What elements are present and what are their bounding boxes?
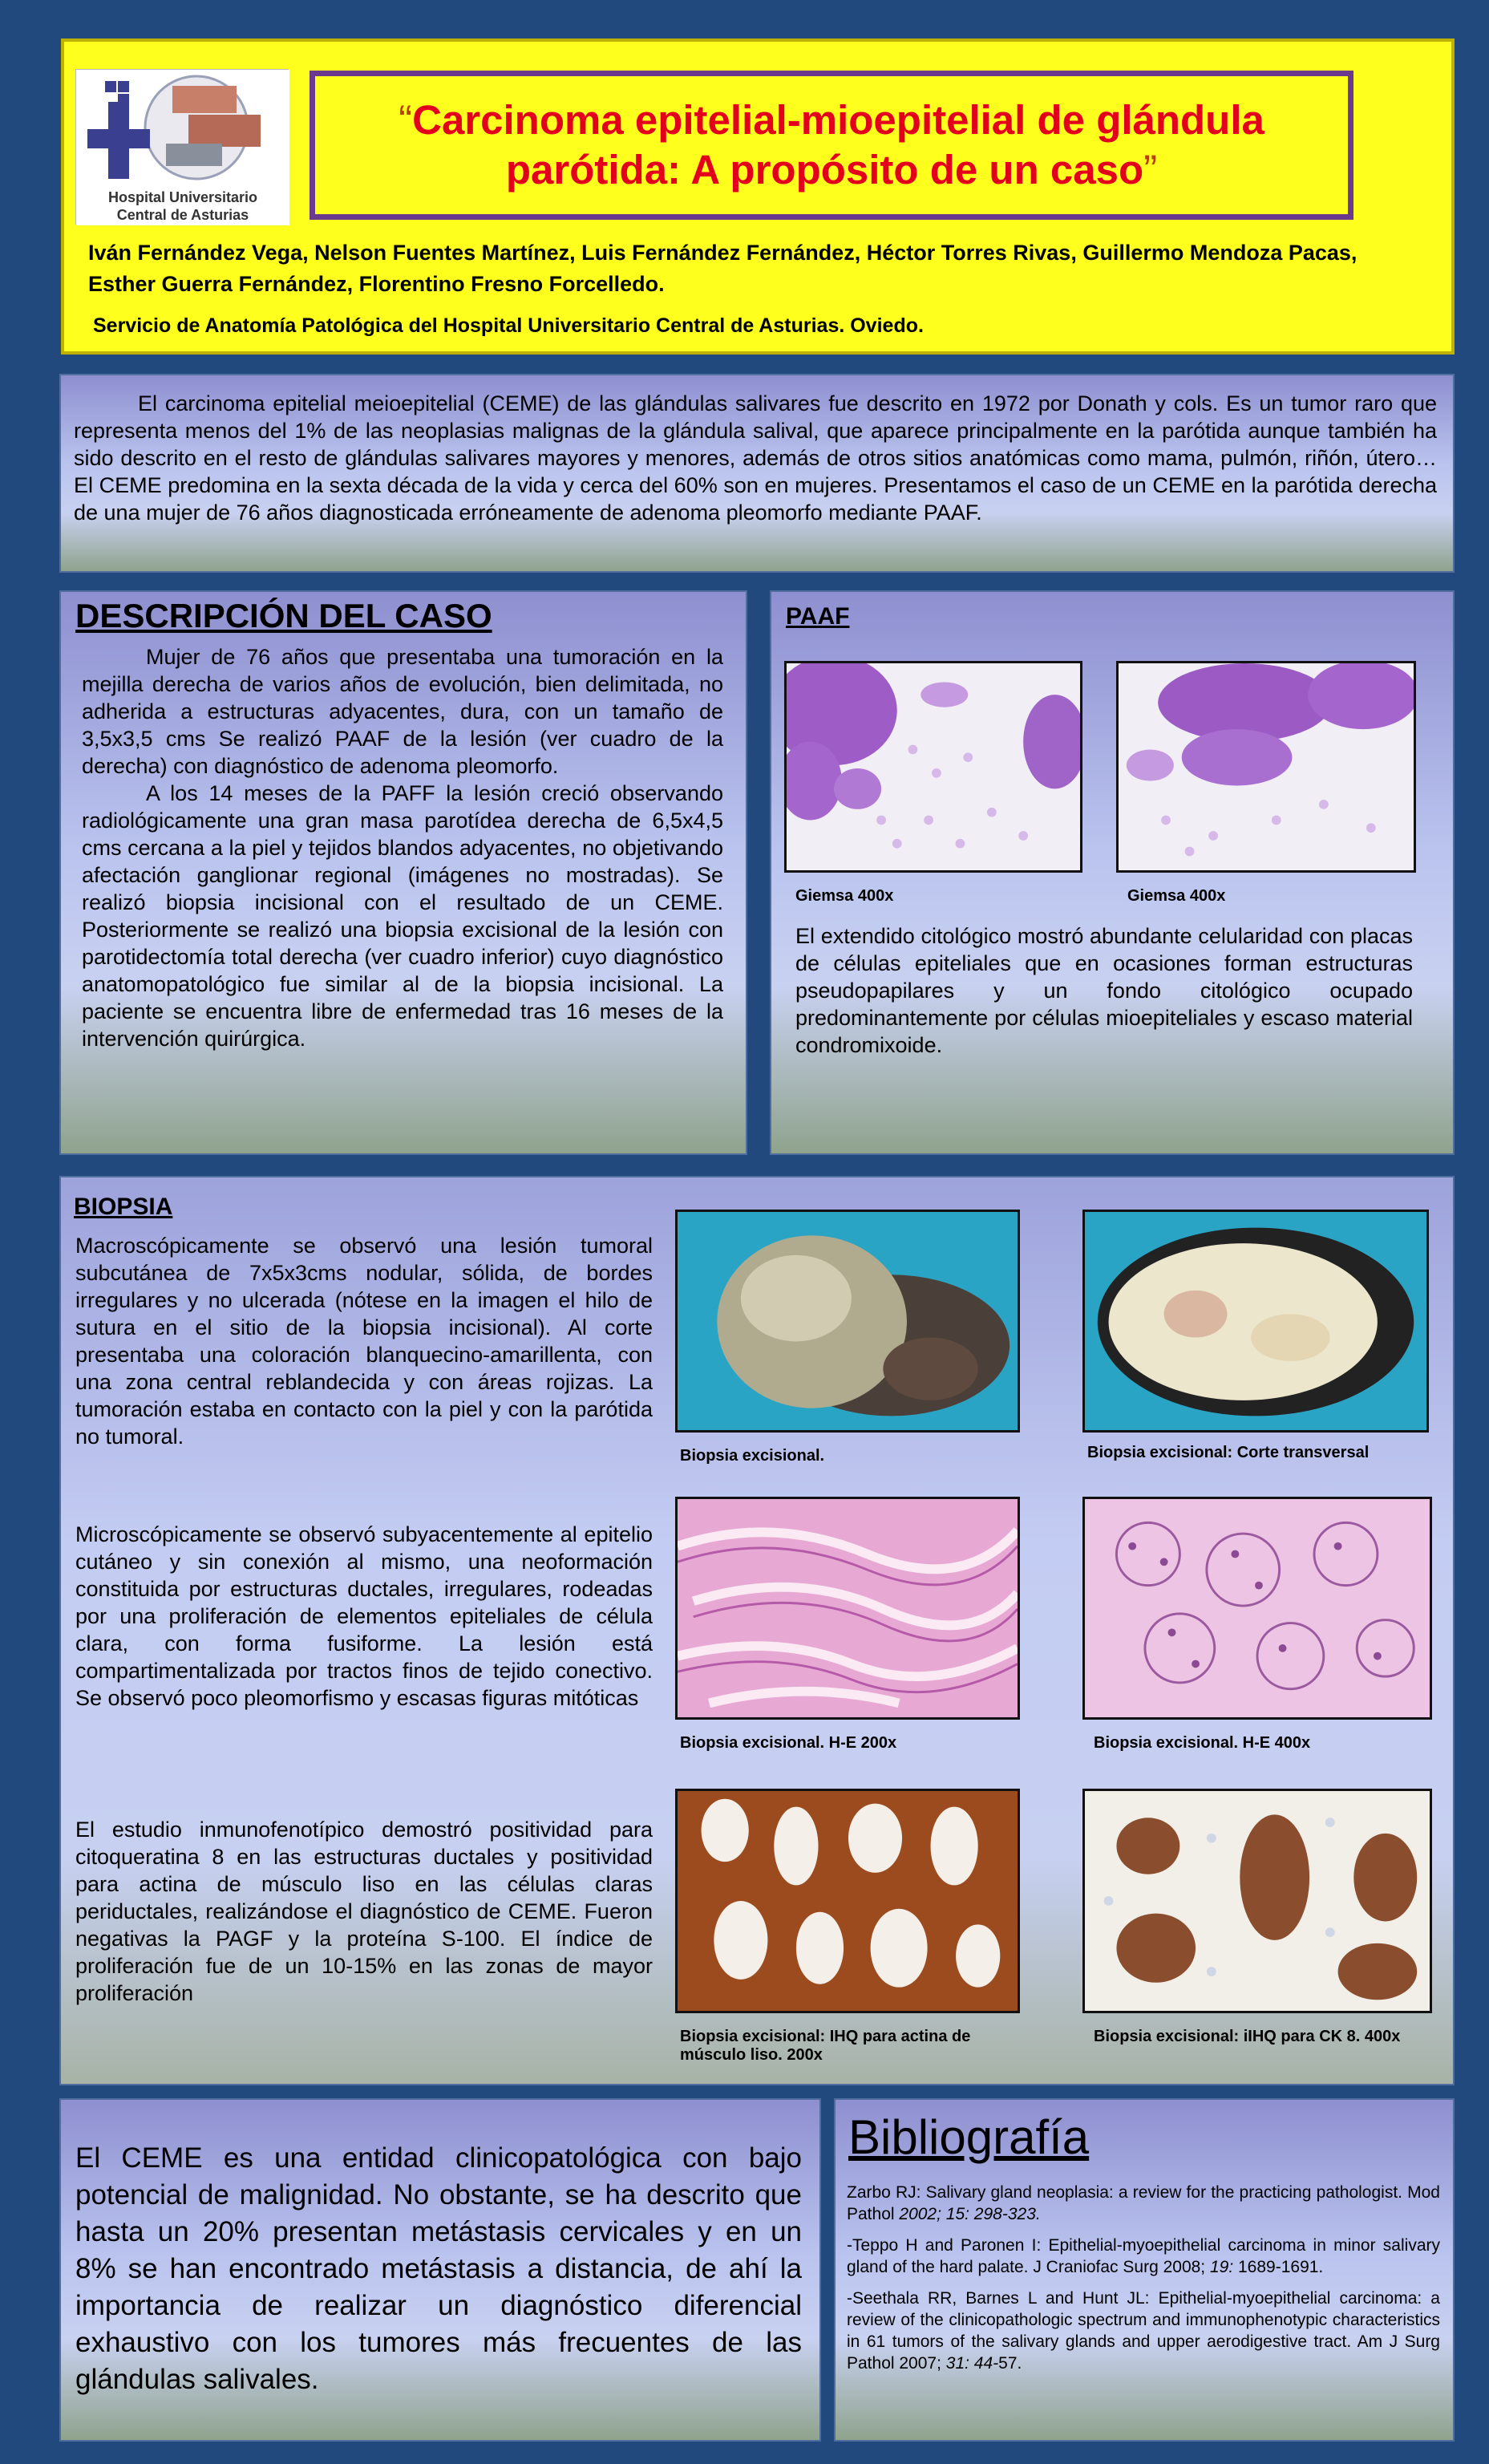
bibliography-heading: Bibliografía (848, 2110, 1090, 2164)
page-title (315, 95, 1348, 195)
biopsy-caption-2: Biopsia excisional: Corte transversal (1087, 1444, 1370, 1461)
biopsy-caption-3: Biopsia excisional. H-E 200x (680, 1734, 897, 1752)
title-box (310, 71, 1353, 220)
reference-2-volume: 19: (1209, 2258, 1234, 2276)
reference-1-text: Zarbo RJ: Salivary gland neoplasia: a review for the practicing pathologist. Mod Pathol (847, 2183, 1440, 2223)
biopsy-paragraph-1: Macroscópicamente se observó una lesión tumoral subcutánea de 7x5x3cms nodular, sólida, de bordes irregulares y no ulcerada (nótese en la imagen el hilo de sutura en el sitio de la biopsia incisional). Al corte presentaba una coloración blanquecino-amarillenta, con una zona central reblandecida y con áreas rojizas. La tumoración estaba en contacto con la piel y con la parótida no tumoral. (75, 1234, 653, 1449)
reference-3-volume: 31: 44- (945, 2354, 999, 2373)
reference-1-volume: 2002; 15: 298-323. (899, 2205, 1041, 2223)
biopsy-image-gross (675, 1210, 1020, 1433)
paaf-caption-1: Giemsa 400x (795, 887, 894, 905)
biopsy-image-ck8 (1082, 1789, 1432, 2013)
ihq-actin-micrograph (678, 1791, 1018, 2011)
case-paragraph-1: Mujer de 76 años que presentaba una tumoración en la mejilla derecha de varios años de evolución, bien delimitada, no adherida a estructuras adyacentes, dura, con un tamaño de 3,5x3,5 cms Se realizó PAAF de la lesión (ver cuadro de la derecha) con diagnóstico de adenoma pleomorfo. (82, 645, 723, 778)
conclusion-text: El CEME es una entidad clinicopatológica con bajo potencial de malignidad. No obstante, se ha descrito que hasta un 20% presentan metástasis cervicales y en un 8% se han encontrado metástasis a distancia, de ahí la importancia de realizar un diagnóstico diferencial exhaustivo con los tumores más frecuentes de las glándulas salivales. (75, 2142, 802, 2395)
biopsy-paragraph-2: Microscópicamente se observó subyacentemente al epitelio cutáneo y sin conexión al mismo, una neoformación constituida por estructuras ductales, irregulares, rodeadas por una proliferación de elementos epiteliales de célula clara, con forma fusiforme. La lesión está compartimentalizada por tractos finos de tejido conectivo. Se observó poco pleomorfismo y escasas figuras mitóticas (75, 1522, 653, 1710)
paaf-image-1 (784, 661, 1082, 873)
case-body (82, 643, 723, 1052)
paaf-caption-2: Giemsa 400x (1127, 887, 1226, 905)
biopsy-caption-6: Biopsia excisional: iIHQ para CK 8. 400x (1094, 2028, 1401, 2045)
reference-3-tail: 57. (998, 2354, 1022, 2373)
case-paragraph-2: A los 14 meses de la PAFF la lesión creció observando radiológicamente una gran masa parotídea derecha de 6,5x4,5 cms cercana a la piel y tejidos blandos adyacentes, no objetivando afectación ganglionar regional (imágenes no mostradas). Se realizó biopsia incisional con el resultado de un CEME. Posteriormente se realizó una biopsia excisional de la lesión con parotidectomía total derecha (ver cuadro inferior) cuyo diagnóstico anatomopatológico fue similar al de la biopsia incisional. La paciente se encuentra libre de enfermedad tras 16 meses de la intervención quirúrgica. (82, 781, 723, 1051)
he-400x-micrograph (1085, 1499, 1430, 1717)
case-heading: DESCRIPCIÓN DEL CASO (75, 597, 492, 634)
giemsa-micrograph-2 (1119, 663, 1414, 870)
reference-1 (847, 2182, 1440, 2225)
reference-2-tail: 1689-1691. (1233, 2258, 1324, 2276)
giemsa-micrograph-1 (787, 663, 1080, 870)
hospital-logo (75, 69, 289, 225)
reference-3 (847, 2288, 1440, 2374)
intro-text: El carcinoma epitelial meioepitelial (CEME) de las glándulas salivares fue descrito en 1972 por Donath y cols. Es un tumor raro que representa menos del 1% de las neoplasias malignas de la glándula salival, que aparece principalmente en la parótida aunque también ha sido descrito en el resto de glándulas salivares mayores y menores, además de otros sitios anatómicas como mama, pulmón, riñón, útero… El CEME predomina en la sexta década de la vida y cerca del 60% son en mujeres. Presentamos el caso de un CEME en la parótida derecha de una mujer de 76 años diagnosticada erróneamente de adenoma pleomorfo mediante PAAF. (74, 391, 1437, 525)
biopsy-paragraph-3: El estudio inmunofenotípico demostró positividad para citoqueratina 8 en las estructuras ductales y positividad para actina de músculo liso en las células claras periductales, realizándose el diagnóstico de CEME. Fueron negativas la PAGF y la proteína S-100. El índice de proliferación fue de un 10-15% en las zonas de mayor proliferación (75, 1818, 653, 2005)
title-close-quote: ” (1143, 147, 1158, 192)
biopsy-image-he200 (675, 1497, 1020, 1720)
cross-section-photo (1085, 1212, 1426, 1430)
paaf-image-2 (1116, 661, 1416, 873)
title-main: Carcinoma epitelial-mioepitelial de glándula parótida: A propósito de un caso (412, 97, 1264, 192)
biopsy-caption-4: Biopsia excisional. H-E 400x (1094, 1734, 1311, 1752)
biopsy-image-cross-section (1082, 1210, 1429, 1433)
authors: Iván Fernández Vega, Nelson Fuentes Martínez, Luis Fernández Fernández, Héctor Torres Rivas, Guillermo Mendoza Pacas, Esther Guerra Fernández, Florentino Fresno Forcelledo. (88, 241, 1357, 296)
paaf-text: El extendido citológico mostró abundante celularidad con placas de células epiteliales que en ocasiones forman estructuras pseudopapilares y un fondo citológico ocupado predominantemente por células mioepiteliales y escaso material condromixoide. (795, 924, 1413, 1057)
biopsy-caption-1: Biopsia excisional. (680, 1447, 825, 1465)
biopsy-caption-5: Biopsia excisional: IHQ para actina de músculo liso. 200x (680, 2028, 971, 2064)
gross-specimen-photo (678, 1212, 1018, 1430)
biopsy-heading: BIOPSIA (74, 1194, 173, 1220)
bibliography-list (847, 2182, 1440, 2374)
biopsy-image-actin (675, 1789, 1020, 2013)
biopsy-image-he400 (1082, 1497, 1432, 1720)
he-200x-micrograph (678, 1499, 1018, 1717)
reference-2-text: -Teppo H and Paronen I: Epithelial-myoepithelial carcinoma in minor salivary gland of the hard palate. J Craniofac Surg 2008; (847, 2236, 1440, 2276)
reference-2 (847, 2235, 1440, 2278)
logo-line-1: Hospital Universitario (107, 189, 258, 205)
logo-line-2: Central de Asturias (116, 207, 249, 223)
paaf-heading: PAAF (786, 603, 850, 630)
reference-3-text: -Seethala RR, Barnes L and Hunt JL: Epithelial-myoepithelial carcinoma: a review of the clinicopathologic spectrum and immunophenotypic characteristics in 61 tumors of the salivary glands and upper aerodigestive tract. Am J Surg Pathol 2007; (847, 2289, 1440, 2373)
title-open-quote: “ (399, 97, 413, 143)
department: Servicio de Anatomía Patológica del Hospital Universitario Central de Asturias. Oviedo. (93, 314, 924, 337)
ihq-ck8-micrograph (1085, 1791, 1430, 2011)
